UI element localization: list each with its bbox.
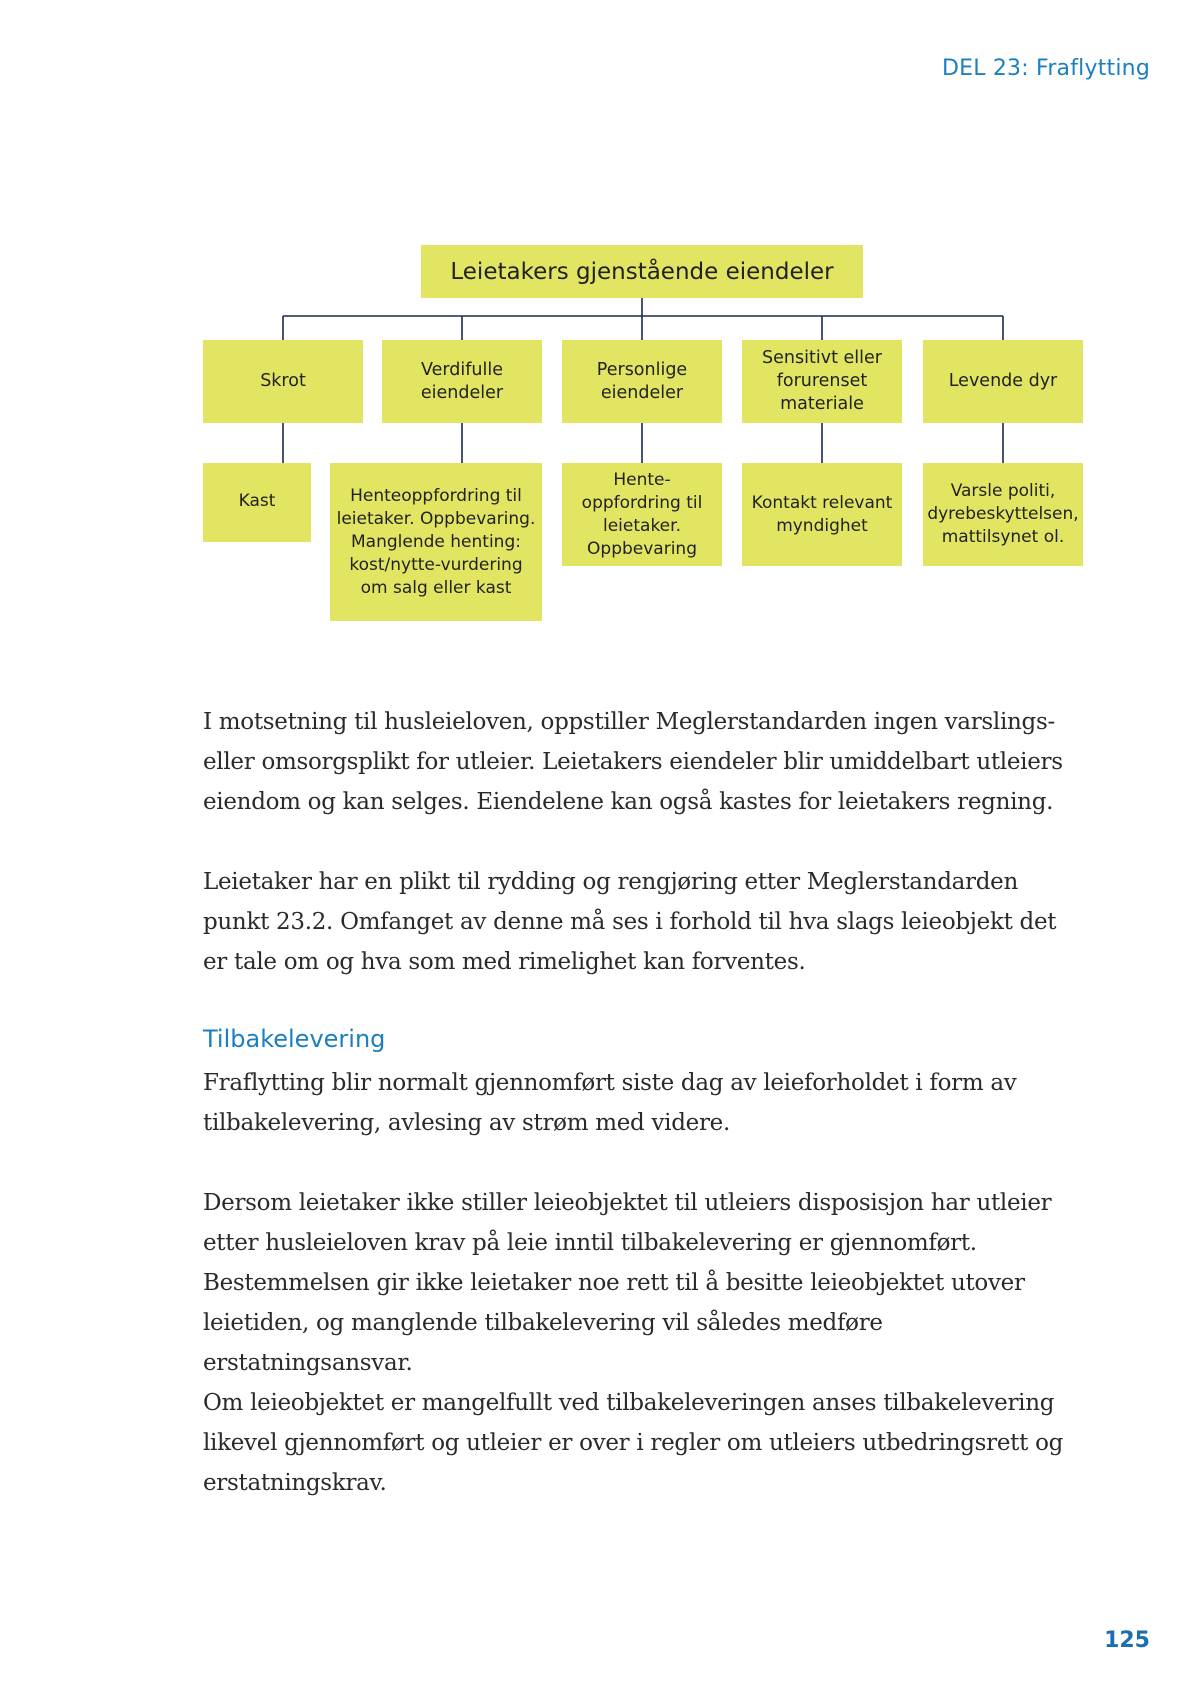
category-skrot: Skrot <box>203 340 363 423</box>
paragraph-2: Leietaker har en plikt til rydding og rengjøring etter Meglerstandarden punkt 23.2. Omfanget av denne må ses i forhold til hva slags leieobjekt det er tale om og hva som med rimelighet kan forventes. <box>203 869 1057 975</box>
section-heading-tilbakelevering: Tilbakelevering <box>203 1025 386 1053</box>
running-head: DEL 23: Fraflytting <box>941 56 1150 81</box>
paragraph-4: Dersom leietaker ikke stiller leieobjektet til utleiers disposisjon har utleier etter husleieloven krav på leie inntil tilbakelevering er gjennomført. Bestemmelsen gir ikke leietaker noe rett til å besitte leieobjektet utover leietiden, og manglende tilbakelevering vil således medføre erstatningsansvar. <box>203 1190 1052 1376</box>
category-personlige-eiendeler: Personlige eiendeler <box>562 340 722 423</box>
diagram-root-box: Leietakers gjenstående eiendeler <box>421 245 863 298</box>
paragraph-3: Fraflytting blir normalt gjennomført siste dag av leieforholdet i form av tilbakelevering, avlesing av strøm med videre. <box>203 1070 1017 1136</box>
paragraph-1: I motsetning til husleieloven, oppstiller Meglerstandarden ingen varslings- eller omsorgsplikt for utleier. Leietakers eiendeler blir umiddelbart utleiers eiendom og kan selges. Eiendelene kan også kastes for leietakers regning. <box>203 709 1063 815</box>
action-kast: Kast <box>203 463 311 542</box>
action-henteoppfordring: Henteoppfordring til leietaker. Oppbevaring. Manglende henting: kost/nytte-vurdering om salg eller kast <box>330 463 542 621</box>
paragraph-5: Om leieobjektet er mangelfullt ved tilbakeleveringen anses tilbakelevering likevel gjennomført og utleier er over i regler om utleiers utbedringsrett og erstatningskrav. <box>203 1390 1064 1496</box>
category-verdifulle-eiendeler: Verdifulle eiendeler <box>382 340 542 423</box>
action-kontakt-myndighet: Kontakt relevant myndighet <box>742 463 902 566</box>
page-number: 125 <box>1104 1628 1150 1653</box>
category-sensitivt-materiale: Sensitivt eller forurenset materiale <box>742 340 902 423</box>
action-varsle-politi: Varsle politi, dyrebeskyttelsen, mattilsynet ol. <box>923 463 1083 566</box>
category-levende-dyr: Levende dyr <box>923 340 1083 423</box>
action-hente-oppfordring: Hente-oppfordring til leietaker. Oppbevaring <box>562 463 722 566</box>
property-flow-diagram <box>0 0 1200 640</box>
